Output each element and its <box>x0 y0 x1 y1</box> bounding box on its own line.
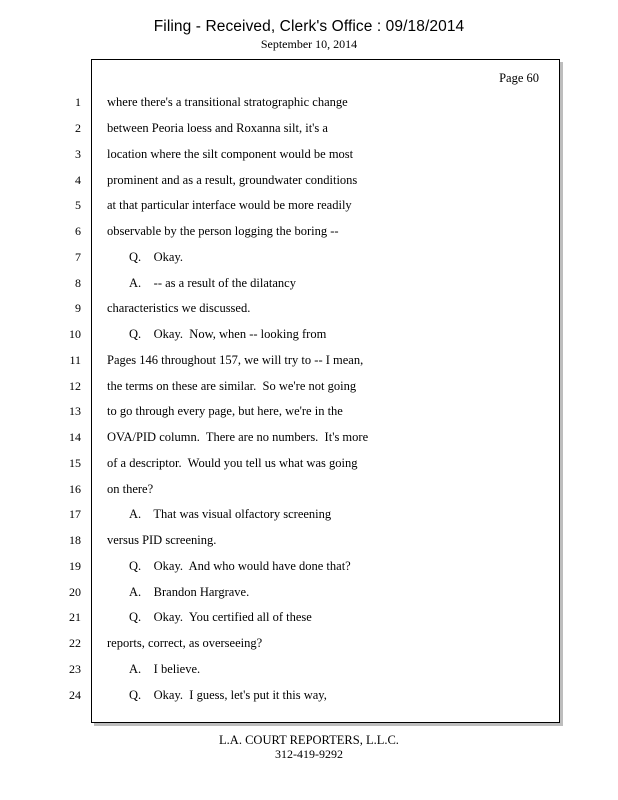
transcript-line: between Peoria loess and Roxanna silt, it's a <box>107 121 328 135</box>
transcript-line: Q. Okay. You certified all of these <box>129 610 312 624</box>
line-number: 16 <box>69 482 81 496</box>
line-number: 20 <box>69 585 81 599</box>
transcript-line: where there's a transitional stratographic change <box>107 95 348 109</box>
transcript-line: Q. Okay. <box>129 250 184 264</box>
line-number: 22 <box>69 636 81 650</box>
transcript-date: September 10, 2014 <box>260 37 358 51</box>
line-number: 7 <box>75 250 81 264</box>
line-number: 11 <box>69 353 81 367</box>
line-number: 19 <box>69 559 81 573</box>
line-number: 13 <box>69 404 81 418</box>
line-number: 10 <box>69 327 81 341</box>
line-number: 17 <box>69 507 81 521</box>
line-number: 3 <box>75 147 81 161</box>
line-number: 5 <box>75 198 81 212</box>
transcript-line: the terms on these are similar. So we're not going <box>107 379 357 393</box>
filing-stamp: Filing - Received, Clerk's Office : 09/18/2014 <box>153 18 465 35</box>
transcript-line: to go through every page, but here, we're in the <box>107 404 343 418</box>
transcript-line: A. Brandon Hargrave. <box>129 585 250 599</box>
court-reporter-phone: 312-419-9292 <box>275 747 343 761</box>
transcript-line: versus PID screening. <box>107 533 217 547</box>
transcript-line: on there? <box>107 482 154 496</box>
transcript-line: A. -- as a result of the dilatancy <box>129 276 296 290</box>
page-number: Page 60 <box>499 71 539 85</box>
line-number: 24 <box>69 688 81 702</box>
transcript-line: at that particular interface would be more readily <box>107 198 352 212</box>
transcript-line: Q. Okay. Now, when -- looking from <box>129 327 327 341</box>
line-number: 23 <box>69 662 81 676</box>
transcript-line: A. That was visual olfactory screening <box>129 507 332 521</box>
line-number: 12 <box>69 379 81 393</box>
transcript-line: Pages 146 throughout 157, we will try to -- I mean, <box>107 353 364 367</box>
transcript-line: prominent and as a result, groundwater conditions <box>107 173 358 187</box>
line-number: 1 <box>75 95 81 109</box>
transcript-line: Q. Okay. And who would have done that? <box>129 559 351 573</box>
transcript-line: of a descriptor. Would you tell us what was going <box>107 456 358 470</box>
line-number: 8 <box>75 276 81 290</box>
transcript-line: observable by the person logging the boring -- <box>107 224 339 238</box>
transcript-line: A. I believe. <box>129 662 201 676</box>
line-number: 9 <box>75 301 81 315</box>
line-number: 4 <box>75 173 81 187</box>
line-number: 6 <box>75 224 81 238</box>
line-number: 14 <box>69 430 81 444</box>
transcript-line: characteristics we discussed. <box>107 301 251 315</box>
line-number: 15 <box>69 456 81 470</box>
transcript-line: reports, correct, as overseeing? <box>107 636 263 650</box>
transcript-line: location where the silt component would be most <box>107 147 354 161</box>
transcript-line: Q. Okay. I guess, let's put it this way, <box>129 688 327 702</box>
line-number: 21 <box>69 610 81 624</box>
court-reporter-name: L.A. COURT REPORTERS, L.L.C. <box>219 733 399 747</box>
transcript-line: OVA/PID column. There are no numbers. It's more <box>107 430 369 444</box>
line-number: 18 <box>69 533 81 547</box>
line-number: 2 <box>75 121 81 135</box>
